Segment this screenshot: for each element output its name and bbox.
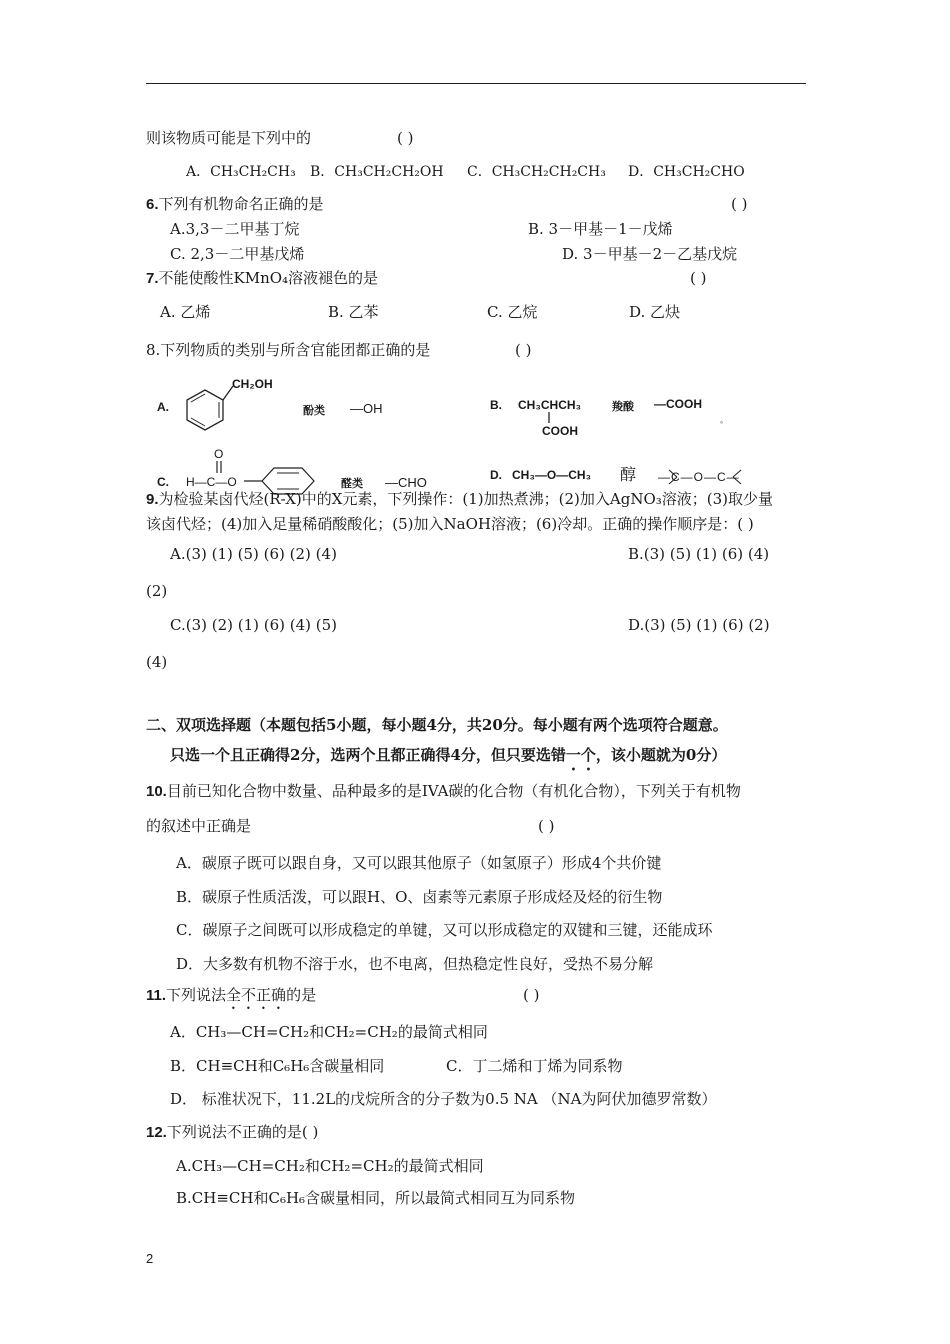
q12-number: 12. (146, 1124, 167, 1141)
q11-stem (146, 985, 316, 1013)
section2-rule-a: 只选一个且正确得2分，选两个且都正确得4分，但只要选错 (170, 746, 566, 764)
benzene-ring-icon (180, 376, 230, 432)
q8-option-d-functional-group: —C—O—C— (658, 470, 740, 484)
q10-option-d: D．大多数有机物不溶于水，也不电离，但热稳定性良好，受热不易分解 (176, 955, 654, 973)
q9-number: 9. (146, 491, 159, 508)
q10-stem-line2: 的叙述中正确是 (146, 817, 252, 835)
stray-mark: ° (720, 420, 724, 429)
q8-option-a-label: A. (157, 400, 169, 414)
q12-option-a: A.CH₃—CH=CH₂和CH₂=CH₂的最简式相同 (176, 1157, 484, 1175)
q8-option-c-functional-group: —CHO (385, 475, 427, 490)
q6-answer-paren: ( ) (731, 195, 748, 213)
q9-text: 为检验某卤代烃(R-X)中的X元素，下列操作：(1)加热煮沸；(2)加入AgNO₃溶液；(3)取少量 (158, 490, 774, 508)
q9-option-d: D.(3) (5) (1) (6) (2) (628, 616, 770, 634)
q6-option-a: A.3,3－二甲基丁烷 (170, 220, 300, 238)
q7-option-b: B. 乙苯 (328, 303, 379, 321)
q11-text-emphasis: 全不正确 (226, 986, 287, 1004)
q8-option-c-double-bond (216, 460, 222, 474)
q7-text: 不能使酸性KMnO₄溶液褪色的是 (158, 269, 379, 287)
q9-option-c: C.(3) (2) (1) (6) (4) (5) (170, 616, 338, 634)
q7-answer-paren: ( ) (690, 269, 707, 287)
q11-option-c: C．丁二烯和丁烯为同系物 (446, 1057, 623, 1075)
q9-option-d-cont: (4) (146, 653, 168, 671)
q6-option-c: C. 2,3－二甲基戊烯 (170, 245, 305, 263)
header-rule (146, 83, 806, 84)
q8-stem: 8.下列物质的类别与所含官能团都正确的是 (146, 341, 431, 359)
q6-text: 下列有机物命名正确的是 (158, 195, 324, 213)
q10-answer-paren: ( ) (538, 817, 555, 835)
q9-option-b: B.(3) (5) (1) (6) (4) (628, 545, 770, 563)
q8-option-b-bond (548, 412, 552, 424)
q8-option-a-class: 酚类 (303, 405, 325, 417)
q11-answer-paren: ( ) (523, 986, 540, 1004)
q11-text-a: 下列说法 (166, 986, 227, 1004)
q11-option-a: A．CH₃—CH=CH₂和CH₂=CH₂的最简式相同 (170, 1023, 488, 1041)
q10-option-c: C．碳原子之间既可以形成稳定的单键，又可以形成稳定的双键和三键，还能成环 (176, 921, 713, 939)
q12-stem (146, 1122, 318, 1143)
q7-option-c: C. 乙烷 (487, 303, 538, 321)
q10-option-a: A．碳原子既可以跟自身，又可以跟其他原子（如氢原子）形成4个共价键 (176, 854, 662, 872)
q8-option-b-functional-group: —COOH (654, 397, 702, 411)
q9-stem-line2: 该卤代烃；(4)加入足量稀硝酸酸化；(5)加入NaOH溶液；(6)冷却。正确的操作顺序是：( ) (146, 515, 754, 533)
q8-option-b-substituent: COOH (542, 424, 578, 438)
q5-option-d: D．CH₃CH₂CHO (628, 164, 745, 180)
q8-option-d-class: 醇 (620, 465, 637, 484)
q9-stem (146, 489, 773, 510)
q11-text-c: 的是 (286, 986, 317, 1004)
q6-option-b: B. 3－甲基－1－戊烯 (528, 220, 673, 238)
q8-option-c-label: C. (157, 475, 169, 489)
q10-number: 10. (146, 783, 167, 800)
section2-title: 二、双项选择题（本题包括5小题，每小题4分，共20分。每小题有两个选项符合题意。 (146, 716, 728, 734)
section2-rule-c: ，该小题就为0分） (595, 746, 727, 764)
q7-stem (146, 268, 378, 289)
q5-option-b: B．CH₃CH₂CH₂OH (310, 164, 444, 180)
q11-option-b: B．CH≡CH和C₆H₆含碳量相同 (170, 1057, 385, 1075)
q5-option-c: C．CH₃CH₂CH₂CH₃ (467, 164, 606, 180)
q8-option-b-class: 羧酸 (612, 401, 634, 413)
q8-option-a-group: CH₂OH (232, 377, 273, 391)
q8-option-b-label: B. (490, 398, 502, 412)
q7-number: 7. (146, 270, 159, 287)
section2-rule (170, 745, 726, 774)
q6-stem (146, 194, 324, 215)
q8-option-d-formula: CH₃—O—CH₃ (512, 468, 592, 482)
q8-option-c-class: 醛类 (341, 478, 363, 490)
q6-number: 6. (146, 196, 159, 213)
q10-option-b: B．碳原子性质活泼，可以跟H、O、卤素等元素原子形成烃及烃的衍生物 (176, 888, 663, 906)
q7-option-d: D. 乙炔 (629, 303, 681, 321)
page-number: 2 (146, 1251, 154, 1266)
q8-answer-paren: ( ) (515, 341, 532, 359)
q8-option-b-formula: CH₃CHCH₃ (518, 398, 582, 412)
section2-rule-emphasis: 一个 (565, 746, 596, 764)
q6-option-d: D. 3－甲基－2－乙基戊烷 (562, 245, 738, 263)
q8-option-c-formula: H—C—O (186, 475, 237, 489)
q5-stem: 则该物质可能是下列中的 (146, 129, 312, 147)
q8-option-d-label: D. (490, 468, 502, 482)
q11-number: 11. (146, 987, 167, 1004)
q5-option-a: A．CH₃CH₂CH₃ (186, 164, 296, 180)
q12-option-b: B.CH≡CH和C₆H₆含碳量相同，所以最简式相同互为同系物 (176, 1189, 576, 1207)
q7-option-a: A. 乙烯 (160, 303, 211, 321)
q9-option-b-cont: (2) (146, 582, 168, 600)
q10-text: 目前已知化合物中数量、品种最多的是IVA碳的化合物（有机化合物），下列关于有机物 (166, 782, 741, 800)
q10-stem (146, 781, 741, 802)
q12-text: 下列说法不正确的是( ) (166, 1123, 319, 1141)
q8-option-c-carbonyl-o: O (214, 447, 224, 461)
q5-answer-paren: ( ) (397, 129, 414, 147)
q11-option-d: D． 标准状况下，11.2L的戊烷所含的分子数为0.5 NA （NA为阿伏加德罗常数） (170, 1090, 717, 1108)
q8-option-a-functional-group: —OH (350, 401, 383, 416)
q9-option-a: A.(3) (1) (5) (6) (2) (4) (170, 545, 337, 563)
